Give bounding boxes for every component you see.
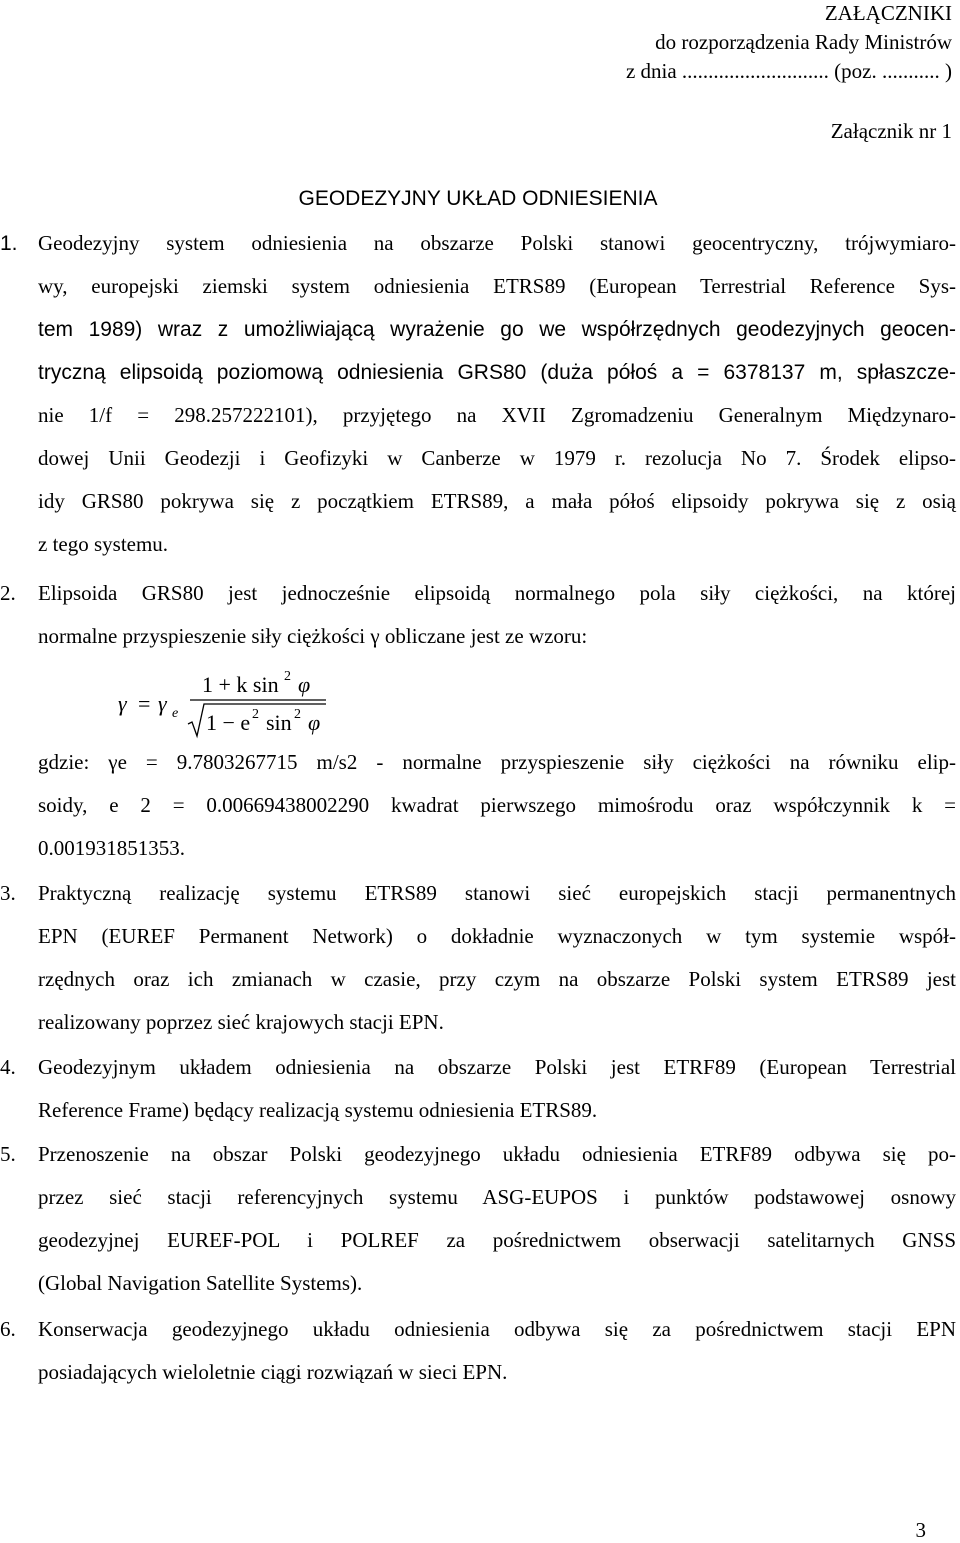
formula-phi: φ (298, 672, 311, 697)
section-number: 5. (0, 1142, 16, 1166)
annex-number: Załącznik nr 1 (830, 119, 952, 143)
regulation-date: z dnia ............................ (poz. ........... ) (625, 59, 952, 83)
section-number: 3. (0, 881, 16, 905)
section-line: wy, europejski ziemski system odniesienia ETRS89 (European Terrestrial Reference Sys- (38, 274, 956, 298)
section-line: Geodezyjnym układem odniesienia na obszarze Polski jest ETRF89 (European Terrestrial (38, 1055, 956, 1079)
section-line: nie 1/f = 298.257222101), przyjętego na XVII Zgromadzeniu Generalnym Międzynaro- (38, 403, 956, 427)
formula-denominator-exp: 2 (252, 707, 259, 722)
gravity-formula (118, 662, 378, 742)
section-2-continued (38, 741, 956, 870)
formula-gamma: γ (118, 691, 127, 716)
section-line: Geodezyjny system odniesienia na obszarze Polski stanowi geocentryczny, trójwymiaro- (38, 231, 956, 255)
formula-numerator-exp: 2 (284, 669, 291, 684)
document-title: GEODEZYJNY UKŁAD ODNIESIENIA (298, 187, 658, 210)
page-number: 3 (915, 1518, 926, 1542)
section-number: 1. (0, 232, 18, 255)
section-number: 6. (0, 1317, 16, 1341)
section-line: posiadających wieloletnie ciągi rozwiązań w sieci EPN. (38, 1360, 508, 1384)
section-number: 2. (0, 581, 16, 605)
formula-denominator-sin: sin (266, 710, 292, 735)
section-line: (Global Navigation Satellite Systems). (38, 1271, 363, 1295)
section-1 (38, 222, 956, 566)
section-line: soidy, e 2 = 0.00669438002290 kwadrat pierwszego mimośrodu oraz współczynnik k = (38, 793, 956, 817)
section-line: dowej Unii Geodezji i Geofizyki w Canberze w 1979 r. rezolucja No 7. Środek elipso- (38, 446, 956, 470)
section-line: przez sieć stacji referencyjnych systemu ASG-EUPOS i punktów podstawowej osnowy (38, 1185, 956, 1209)
formula-gamma-e: γ (158, 691, 167, 716)
section-line: Praktyczną realizację systemu ETRS89 stanowi sieć europejskich stacji permanentnych (38, 881, 956, 905)
section-line: Reference Frame) będący realizacją systemu odniesienia ETRS89. (38, 1098, 598, 1122)
section-line: geodezyjnej EUREF-POL i POLREF za pośrednictwem obserwacji satelitarnych GNSS (38, 1228, 956, 1252)
section-line: idy GRS80 pokrywa się z początkiem ETRS89, a mała półoś elipsoidy pokrywa się z osią (38, 489, 956, 513)
section-line: 0.001931851353. (38, 836, 185, 860)
regulation-reference: do rozporządzenia Rady Ministrów (655, 30, 952, 54)
formula-equals: = (138, 691, 151, 716)
section-line: EPN (EUREF Permanent Network) o dokładnie wyznaczonych w tym systemie współ- (38, 924, 956, 948)
formula-denominator: 1 − e (206, 710, 251, 735)
section-line: tryczną elipsoidą poziomową odniesienia GRS80 (duża półoś a = 6378137 m, spłaszcze- (38, 361, 956, 384)
section-line: gdzie: γe = 9.7803267715 m/s2 - normalne przyspieszenie siły ciężkości na równiku elip- (38, 750, 956, 774)
section-line: rzędnych oraz ich zmianach w czasie, przy czym na obszarze Polski system ETRS89 jest (38, 967, 956, 991)
section-line: Konserwacja geodezyjnego układu odniesienia odbywa się za pośrednictwem stacji EPN (38, 1317, 956, 1341)
section-6 (38, 1308, 956, 1394)
section-line: Elipsoida GRS80 jest jednocześnie elipsoidą normalnego pola siły ciężkości, na której (38, 581, 956, 605)
section-4 (38, 1046, 956, 1132)
section-line: Przenoszenie na obszar Polski geodezyjnego układu odniesienia ETRF89 odbywa się po- (38, 1142, 956, 1166)
section-line: realizowany poprzez sieć krajowych stacji EPN. (38, 1010, 444, 1034)
annex-header: ZAŁĄCZNIKI (824, 1, 952, 25)
formula-denominator-exp2: 2 (294, 707, 301, 722)
formula-phi-2: φ (308, 710, 321, 735)
section-line: normalne przyspieszenie siły ciężkości γ obliczane jest ze wzoru: (38, 624, 588, 648)
section-number: 4. (0, 1055, 16, 1079)
section-5 (38, 1133, 956, 1305)
formula-numerator: 1 + k sin (202, 672, 279, 697)
formula-subscript-e: e (172, 706, 179, 721)
section-3 (38, 872, 956, 1044)
section-line: z tego systemu. (38, 532, 169, 556)
section-2 (38, 572, 956, 658)
section-line: tem 1989) wraz z umożliwiającą wyrażenie go we współrzędnych geodezyjnych geocen- (38, 318, 956, 341)
